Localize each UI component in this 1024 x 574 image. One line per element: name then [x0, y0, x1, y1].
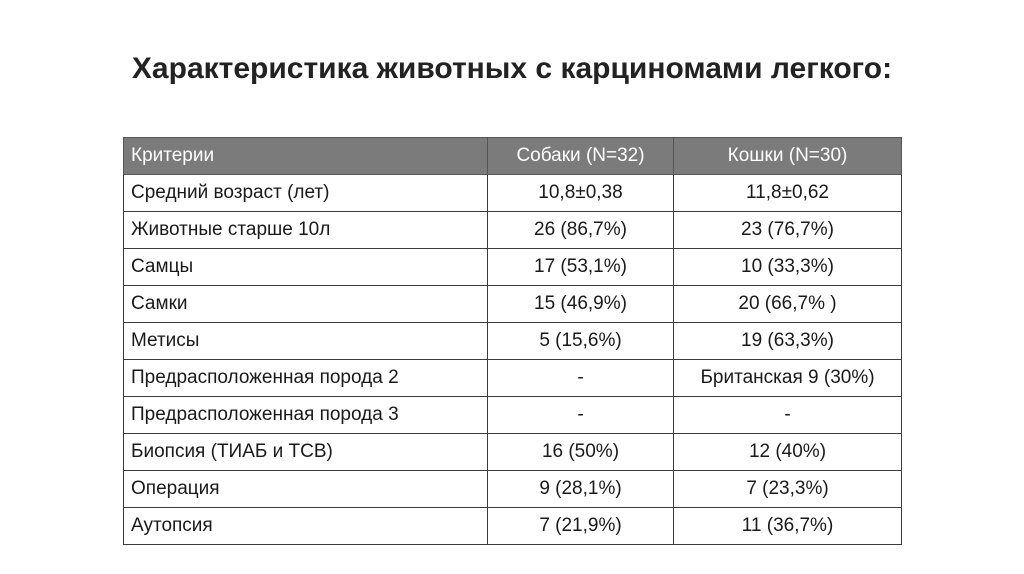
row-cats-value: 11,8±0,62: [674, 175, 902, 212]
row-criterion: Метисы: [124, 323, 488, 360]
slide-title: Характеристика животных с карциномами легкого:: [131, 52, 893, 85]
row-dogs-value: 7 (21,9%): [488, 508, 674, 545]
row-dogs-value: -: [488, 360, 674, 397]
table-row: [124, 471, 902, 508]
row-criterion: Животные старше 10л: [124, 212, 488, 249]
header-cats: Кошки (N=30): [674, 138, 902, 175]
header-dogs: Собаки (N=32): [488, 138, 674, 175]
row-cats-value: Британская 9 (30%): [674, 360, 902, 397]
table-header-row: [124, 138, 902, 175]
table-row: [124, 249, 902, 286]
row-criterion: Средний возраст (лет): [124, 175, 488, 212]
row-dogs-value: 16 (50%): [488, 434, 674, 471]
table-row: [124, 286, 902, 323]
row-dogs-value: 17 (53,1%): [488, 249, 674, 286]
table-header: [124, 138, 902, 175]
row-dogs-value: 5 (15,6%): [488, 323, 674, 360]
row-dogs-value: 9 (28,1%): [488, 471, 674, 508]
row-dogs-value: 15 (46,9%): [488, 286, 674, 323]
row-criterion: Биопсия (ТИАБ и ТСВ): [124, 434, 488, 471]
row-cats-value: 10 (33,3%): [674, 249, 902, 286]
table-row: [124, 175, 902, 212]
characteristics-table: [123, 137, 902, 545]
row-criterion: Предрасположенная порода 2: [124, 360, 488, 397]
row-criterion: Самцы: [124, 249, 488, 286]
row-cats-value: 7 (23,3%): [674, 471, 902, 508]
table-body: [124, 175, 902, 545]
row-cats-value: 19 (63,3%): [674, 323, 902, 360]
row-criterion: Предрасположенная порода 3: [124, 397, 488, 434]
table-row: [124, 397, 902, 434]
table-row: [124, 323, 902, 360]
row-cats-value: 23 (76,7%): [674, 212, 902, 249]
row-cats-value: 20 (66,7% ): [674, 286, 902, 323]
table-row: [124, 434, 902, 471]
header-criteria: Критерии: [124, 138, 488, 175]
row-criterion: Аутопсия: [124, 508, 488, 545]
row-criterion: Операция: [124, 471, 488, 508]
row-criterion: Самки: [124, 286, 488, 323]
row-dogs-value: -: [488, 397, 674, 434]
row-cats-value: 12 (40%): [674, 434, 902, 471]
row-dogs-value: 10,8±0,38: [488, 175, 674, 212]
row-cats-value: -: [674, 397, 902, 434]
row-dogs-value: 26 (86,7%): [488, 212, 674, 249]
table-row: [124, 508, 902, 545]
row-cats-value: 11 (36,7%): [674, 508, 902, 545]
table-row: [124, 360, 902, 397]
table-row: [124, 212, 902, 249]
